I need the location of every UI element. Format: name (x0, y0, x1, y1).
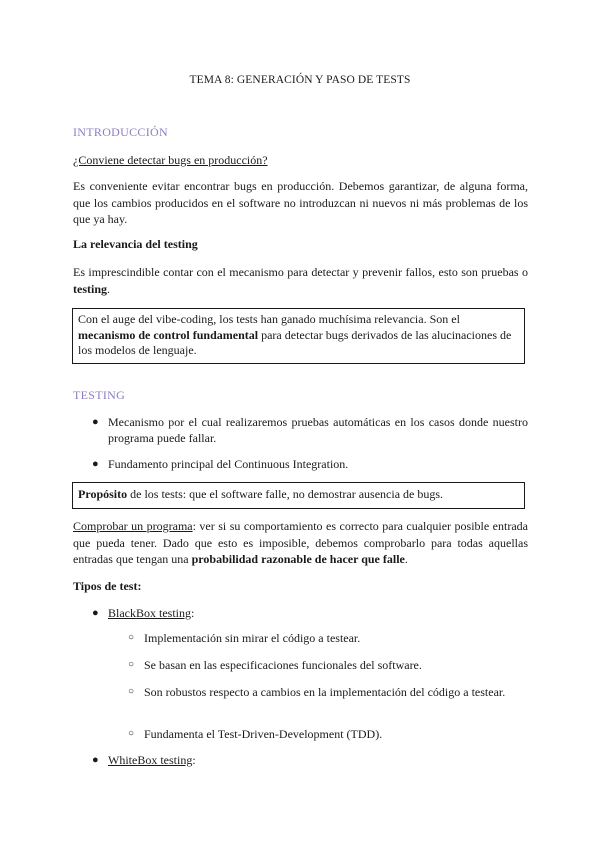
whitebox-label: WhiteBox testing (108, 753, 193, 767)
intro-question: ¿Conviene detectar bugs en producción? (73, 153, 268, 167)
verify-period: . (404, 552, 408, 566)
test-types-title: Tipos de test: (73, 579, 142, 593)
relevance-text: Es imprescindible contar con el mecanismo para detectar y prevenir fallos, esto son pruebas o (73, 265, 528, 279)
blackbox-colon: : (191, 606, 195, 620)
relevance-paragraph (73, 264, 528, 297)
whitebox-item (108, 752, 528, 768)
bullet-icon: ● (92, 416, 99, 428)
subbullet-icon: ○ (128, 686, 135, 697)
purpose-callout (72, 482, 525, 509)
bullet-icon: ● (92, 754, 99, 766)
relevance-title: La relevancia del testing (73, 237, 198, 251)
document-title: TEMA 8: GENERACIÓN Y PASO DE TESTS (189, 74, 411, 86)
bullet-text: Mecanismo por el cual realizaremos pruebas automáticas en los casos donde nuestro programa puede fallar. (108, 415, 528, 445)
blackbox-label: BlackBox testing (108, 606, 191, 620)
callout-text-start: Con el auge del vibe-coding, los tests han ganado muchísima relevancia. Son el (78, 312, 460, 326)
verify-underlined-term: Comprobar un programa (73, 519, 193, 533)
subbullet-text: Implementación sin mirar el código a testear. (144, 631, 361, 645)
subbullet-text: Son robustos respecto a cambios en la implementación del código a testear. (144, 685, 506, 699)
intro-heading: INTRODUCCIÓN (73, 125, 168, 139)
bullet-text: Fundamento principal del Continuous Integration. (108, 457, 349, 471)
intro-paragraph: Es conveniente evitar encontrar bugs en producción. Debemos garantizar, de alguna forma, que los cambios producidos en el software no introduzcan ni nuevos ni más problemas de los que ya hay. (73, 179, 528, 226)
subbullet-text: Se basan en las especificaciones funcionales del software. (144, 658, 422, 672)
subbullet-text: Fundamenta el Test-Driven-Development (TDD). (144, 727, 383, 741)
vibe-coding-callout (72, 308, 525, 364)
purpose-text: de los tests: que el software falle, no demostrar ausencia de bugs. (127, 487, 444, 501)
whitebox-colon: : (192, 753, 196, 767)
testing-heading: TESTING (73, 388, 126, 402)
verify-text: : ver si su comportamiento es correcto para cualquier posible entrada que pueda tener. Dado que esto es imposible, debemos comprobarlo para todas aquellas entradas que tengan una (73, 519, 528, 566)
callout-text-end: para detectar bugs derivados de las alucinaciones de los modelos de lenguaje. (78, 327, 512, 357)
subbullet-icon: ○ (128, 632, 135, 643)
verify-paragraph (73, 518, 528, 568)
blackbox-item (108, 605, 528, 621)
callout-bold-text: mecanismo de control fundamental (78, 327, 259, 342)
relevance-testing-word: testing (73, 281, 107, 296)
bullet-icon: ● (92, 607, 99, 619)
purpose-bold-text: Propósito (78, 487, 128, 501)
subbullet-icon: ○ (128, 728, 135, 739)
subbullet-icon: ○ (128, 659, 135, 670)
verify-bold-text: probabilidad razonable de hacer que falle (191, 552, 405, 566)
relevance-period: . (107, 281, 110, 296)
bullet-icon: ● (92, 458, 99, 470)
